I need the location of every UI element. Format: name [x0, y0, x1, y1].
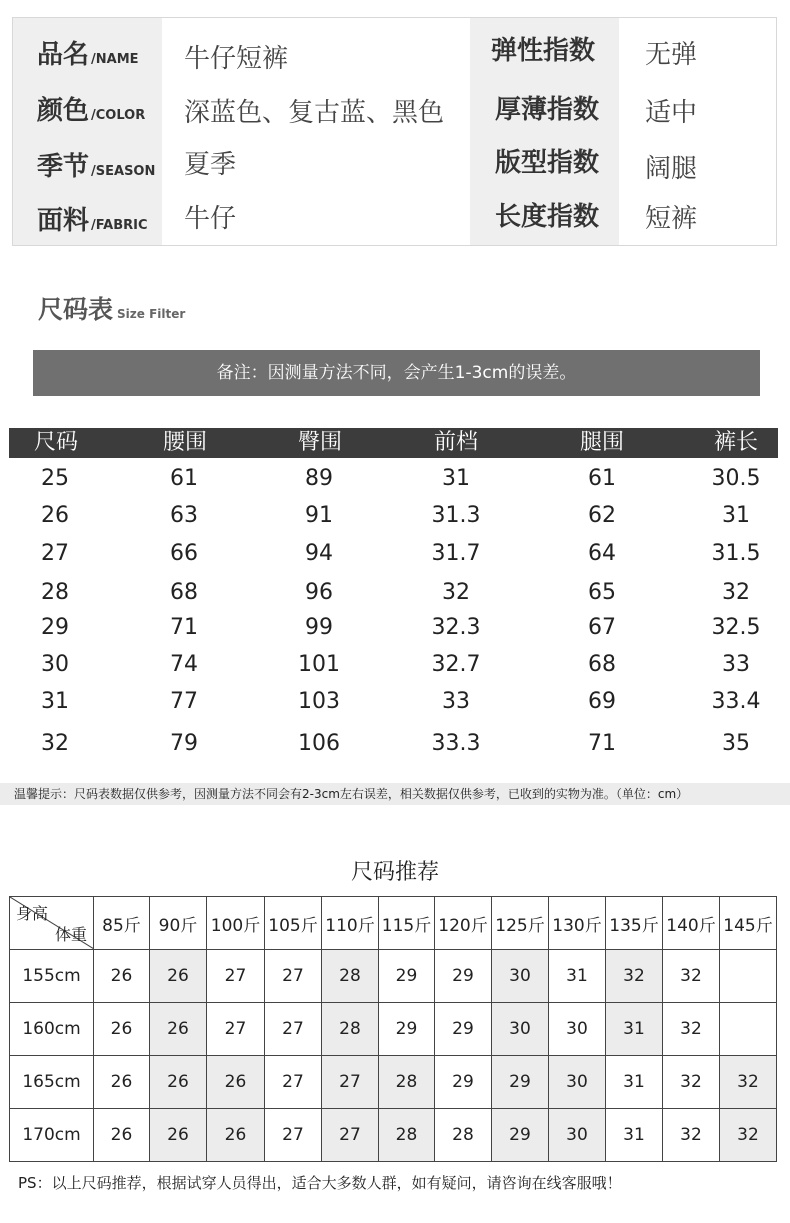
recommended-size-cell: 31: [606, 1056, 663, 1109]
attr-label-season: 季节 /SEASON: [37, 152, 156, 182]
recommended-size-cell: 32: [663, 1003, 720, 1056]
recommendation-row: [10, 1003, 777, 1056]
size-chart-tip: 温馨提示：尺码表数据仅供参考，因测量方法不同会有2-3cm左右误差，相关数据仅供参考，已收到的实物为准。（单位：cm）: [0, 783, 790, 805]
recommended-size-cell: 29: [492, 1056, 549, 1109]
attr-value-season: 夏季: [184, 150, 237, 180]
size-table-cell: 26: [41, 503, 69, 528]
header-hip: 臀围: [297, 430, 342, 455]
size-table-cell: 71: [588, 731, 616, 756]
size-table-cell: 71: [170, 615, 198, 640]
weight-header-cell: 115斤: [379, 897, 435, 950]
size-table-cell: 89: [305, 466, 333, 491]
recommended-size-cell: 32: [663, 1056, 720, 1109]
recommended-size-cell: 26: [150, 1109, 207, 1162]
recommendation-title: 尺码推荐: [350, 860, 439, 885]
recommendation-ps-note: PS：以上尺码推荐，根据试穿人员得出，适合大多数人群，如有疑问，请咨询在线客服哦！: [18, 1174, 622, 1192]
attr-value-length: 短裤: [645, 204, 698, 234]
size-table-cell: 31: [722, 503, 750, 528]
recommended-size-cell: 27: [265, 1109, 322, 1162]
size-table-cell: 96: [305, 580, 333, 605]
weight-header-cell: 130斤: [549, 897, 606, 950]
recommended-size-cell: 27: [265, 1056, 322, 1109]
size-table-cell: 31.3: [431, 503, 481, 528]
recommended-size-cell: 26: [94, 1003, 150, 1056]
size-table-cell: 64: [588, 541, 616, 566]
height-weight-corner-cell: [10, 897, 94, 950]
recommended-size-cell: 29: [492, 1109, 549, 1162]
size-table-header: [9, 428, 778, 458]
size-table-cell: 94: [305, 541, 333, 566]
weight-header-cell: 135斤: [606, 897, 663, 950]
size-table-cell: 91: [305, 503, 333, 528]
weight-header-cell: 140斤: [663, 897, 720, 950]
size-table-cell: 30: [41, 652, 69, 677]
size-table-cell: 62: [588, 503, 616, 528]
attr-value-fit: 阔腿: [645, 154, 698, 184]
recommended-size-cell: [720, 950, 777, 1003]
size-table-cell: 27: [41, 541, 69, 566]
weight-header-cell: 110斤: [322, 897, 379, 950]
size-table-cell: 33.4: [711, 689, 761, 714]
recommended-size-cell: 31: [606, 1003, 663, 1056]
recommendation-row: [10, 950, 777, 1003]
size-table-cell: 28: [41, 580, 69, 605]
recommended-size-cell: 29: [435, 1003, 492, 1056]
size-table-cell: 69: [588, 689, 616, 714]
size-table-cell: 67: [588, 615, 616, 640]
recommended-size-cell: 31: [606, 1109, 663, 1162]
size-table-cell: 79: [170, 731, 198, 756]
size-table-cell: 32.7: [431, 652, 481, 677]
size-table-cell: 32: [442, 580, 470, 605]
size-table-cell: 32.5: [711, 615, 761, 640]
recommendation-row: [10, 1056, 777, 1109]
size-table-cell: 33: [442, 689, 470, 714]
recommended-size-cell: [720, 1003, 777, 1056]
attr-label-elasticity: 弹性指数: [491, 36, 596, 66]
size-table-cell: 101: [298, 652, 340, 677]
header-front-rise: 前档: [433, 430, 478, 455]
size-table-cell: 74: [170, 652, 198, 677]
attr-label-length: 长度指数: [495, 202, 600, 232]
header-waist: 腰围: [162, 430, 207, 455]
recommended-size-cell: 27: [322, 1056, 379, 1109]
recommended-size-cell: 29: [379, 1003, 435, 1056]
weight-header-cell: 85斤: [94, 897, 150, 950]
weight-header-cell: 100斤: [207, 897, 265, 950]
recommendation-row: [10, 1109, 777, 1162]
weight-header-cell: 105斤: [265, 897, 322, 950]
size-table-cell: 99: [305, 615, 333, 640]
size-table-cell: 61: [170, 466, 198, 491]
height-cell: 160cm: [10, 1003, 94, 1056]
recommended-size-cell: 32: [663, 1109, 720, 1162]
size-table-cell: 66: [170, 541, 198, 566]
attr-value-elasticity: 无弹: [645, 40, 698, 70]
recommended-size-cell: 26: [94, 950, 150, 1003]
attr-value-color: 深蓝色、复古蓝、黑色: [184, 98, 445, 128]
recommended-size-cell: 28: [379, 1109, 435, 1162]
weight-header-cell: 90斤: [150, 897, 207, 950]
size-table-cell: 32: [41, 731, 69, 756]
size-table-cell: 63: [170, 503, 198, 528]
recommended-size-cell: 28: [435, 1109, 492, 1162]
recommended-size-cell: 29: [435, 1056, 492, 1109]
recommended-size-cell: 30: [549, 1109, 606, 1162]
size-table-cell: 32.3: [431, 615, 481, 640]
corner-weight-label: 体重: [54, 925, 87, 944]
recommended-size-cell: 26: [207, 1109, 265, 1162]
header-length: 裤长: [713, 430, 758, 455]
size-recommendation-table: [9, 896, 777, 1162]
recommended-size-cell: 27: [265, 1003, 322, 1056]
size-table-cell: 65: [588, 580, 616, 605]
header-thigh: 腿围: [579, 430, 624, 455]
attr-label-color: 颜色 /COLOR: [37, 96, 146, 126]
size-table-cell: 32: [722, 580, 750, 605]
height-cell: 155cm: [10, 950, 94, 1003]
recommended-size-cell: 32: [720, 1109, 777, 1162]
recommended-size-cell: 32: [720, 1056, 777, 1109]
attr-value-thickness: 适中: [645, 98, 698, 128]
recommended-size-cell: 28: [322, 1003, 379, 1056]
height-cell: 165cm: [10, 1056, 94, 1109]
size-table-cell: 31: [41, 689, 69, 714]
size-table-cell: 30.5: [711, 466, 761, 491]
size-chart-title: 尺码表 Size Filter: [38, 295, 186, 324]
size-table-cell: 33.3: [431, 731, 481, 756]
size-table-cell: 35: [722, 731, 750, 756]
attr-value-fabric: 牛仔: [184, 204, 237, 234]
recommended-size-cell: 26: [94, 1109, 150, 1162]
recommended-size-cell: 27: [207, 1003, 265, 1056]
recommended-size-cell: 29: [435, 950, 492, 1003]
recommended-size-cell: 29: [379, 950, 435, 1003]
weight-header-cell: 145斤: [720, 897, 777, 950]
recommended-size-cell: 28: [379, 1056, 435, 1109]
product-attributes-panel: [12, 17, 777, 246]
attr-label-name: 品名 /NAME: [37, 40, 139, 70]
recommended-size-cell: 32: [606, 950, 663, 1003]
weight-header-cell: 120斤: [435, 897, 492, 950]
size-table-cell: 29: [41, 615, 69, 640]
recommended-size-cell: 26: [150, 950, 207, 1003]
recommended-size-cell: 28: [322, 950, 379, 1003]
recommended-size-cell: 30: [549, 1003, 606, 1056]
recommended-size-cell: 27: [207, 950, 265, 1003]
recommended-size-cell: 30: [492, 950, 549, 1003]
measurement-note-bar: 备注：因测量方法不同，会产生1-3cm的误差。: [33, 350, 760, 396]
recommended-size-cell: 30: [492, 1003, 549, 1056]
recommended-size-cell: 31: [549, 950, 606, 1003]
recommended-size-cell: 27: [265, 950, 322, 1003]
corner-height-label: 身高: [16, 904, 49, 923]
size-table-cell: 31.5: [711, 541, 761, 566]
attr-label-thickness: 厚薄指数: [495, 95, 600, 125]
recommended-size-cell: 26: [94, 1056, 150, 1109]
size-table-cell: 61: [588, 466, 616, 491]
size-table-cell: 68: [588, 652, 616, 677]
height-cell: 170cm: [10, 1109, 94, 1162]
recommended-size-cell: 30: [549, 1056, 606, 1109]
attr-label-fabric: 面料 /FABRIC: [37, 206, 148, 236]
attr-value-name: 牛仔短裤: [184, 44, 289, 74]
recommended-size-cell: 26: [150, 1056, 207, 1109]
size-table-cell: 25: [41, 466, 69, 491]
recommended-size-cell: 32: [663, 950, 720, 1003]
size-table-cell: 68: [170, 580, 198, 605]
size-table-cell: 31: [442, 466, 470, 491]
size-table-cell: 106: [298, 731, 340, 756]
header-size: 尺码: [33, 430, 78, 455]
recommended-size-cell: 27: [322, 1109, 379, 1162]
recommended-size-cell: 26: [207, 1056, 265, 1109]
size-table-cell: 103: [298, 689, 340, 714]
recommended-size-cell: 26: [150, 1003, 207, 1056]
weight-header-cell: 125斤: [492, 897, 549, 950]
attr-label-fit: 版型指数: [495, 148, 600, 178]
size-table-cell: 77: [170, 689, 198, 714]
size-table-cell: 31.7: [431, 541, 481, 566]
size-table-cell: 33: [722, 652, 750, 677]
